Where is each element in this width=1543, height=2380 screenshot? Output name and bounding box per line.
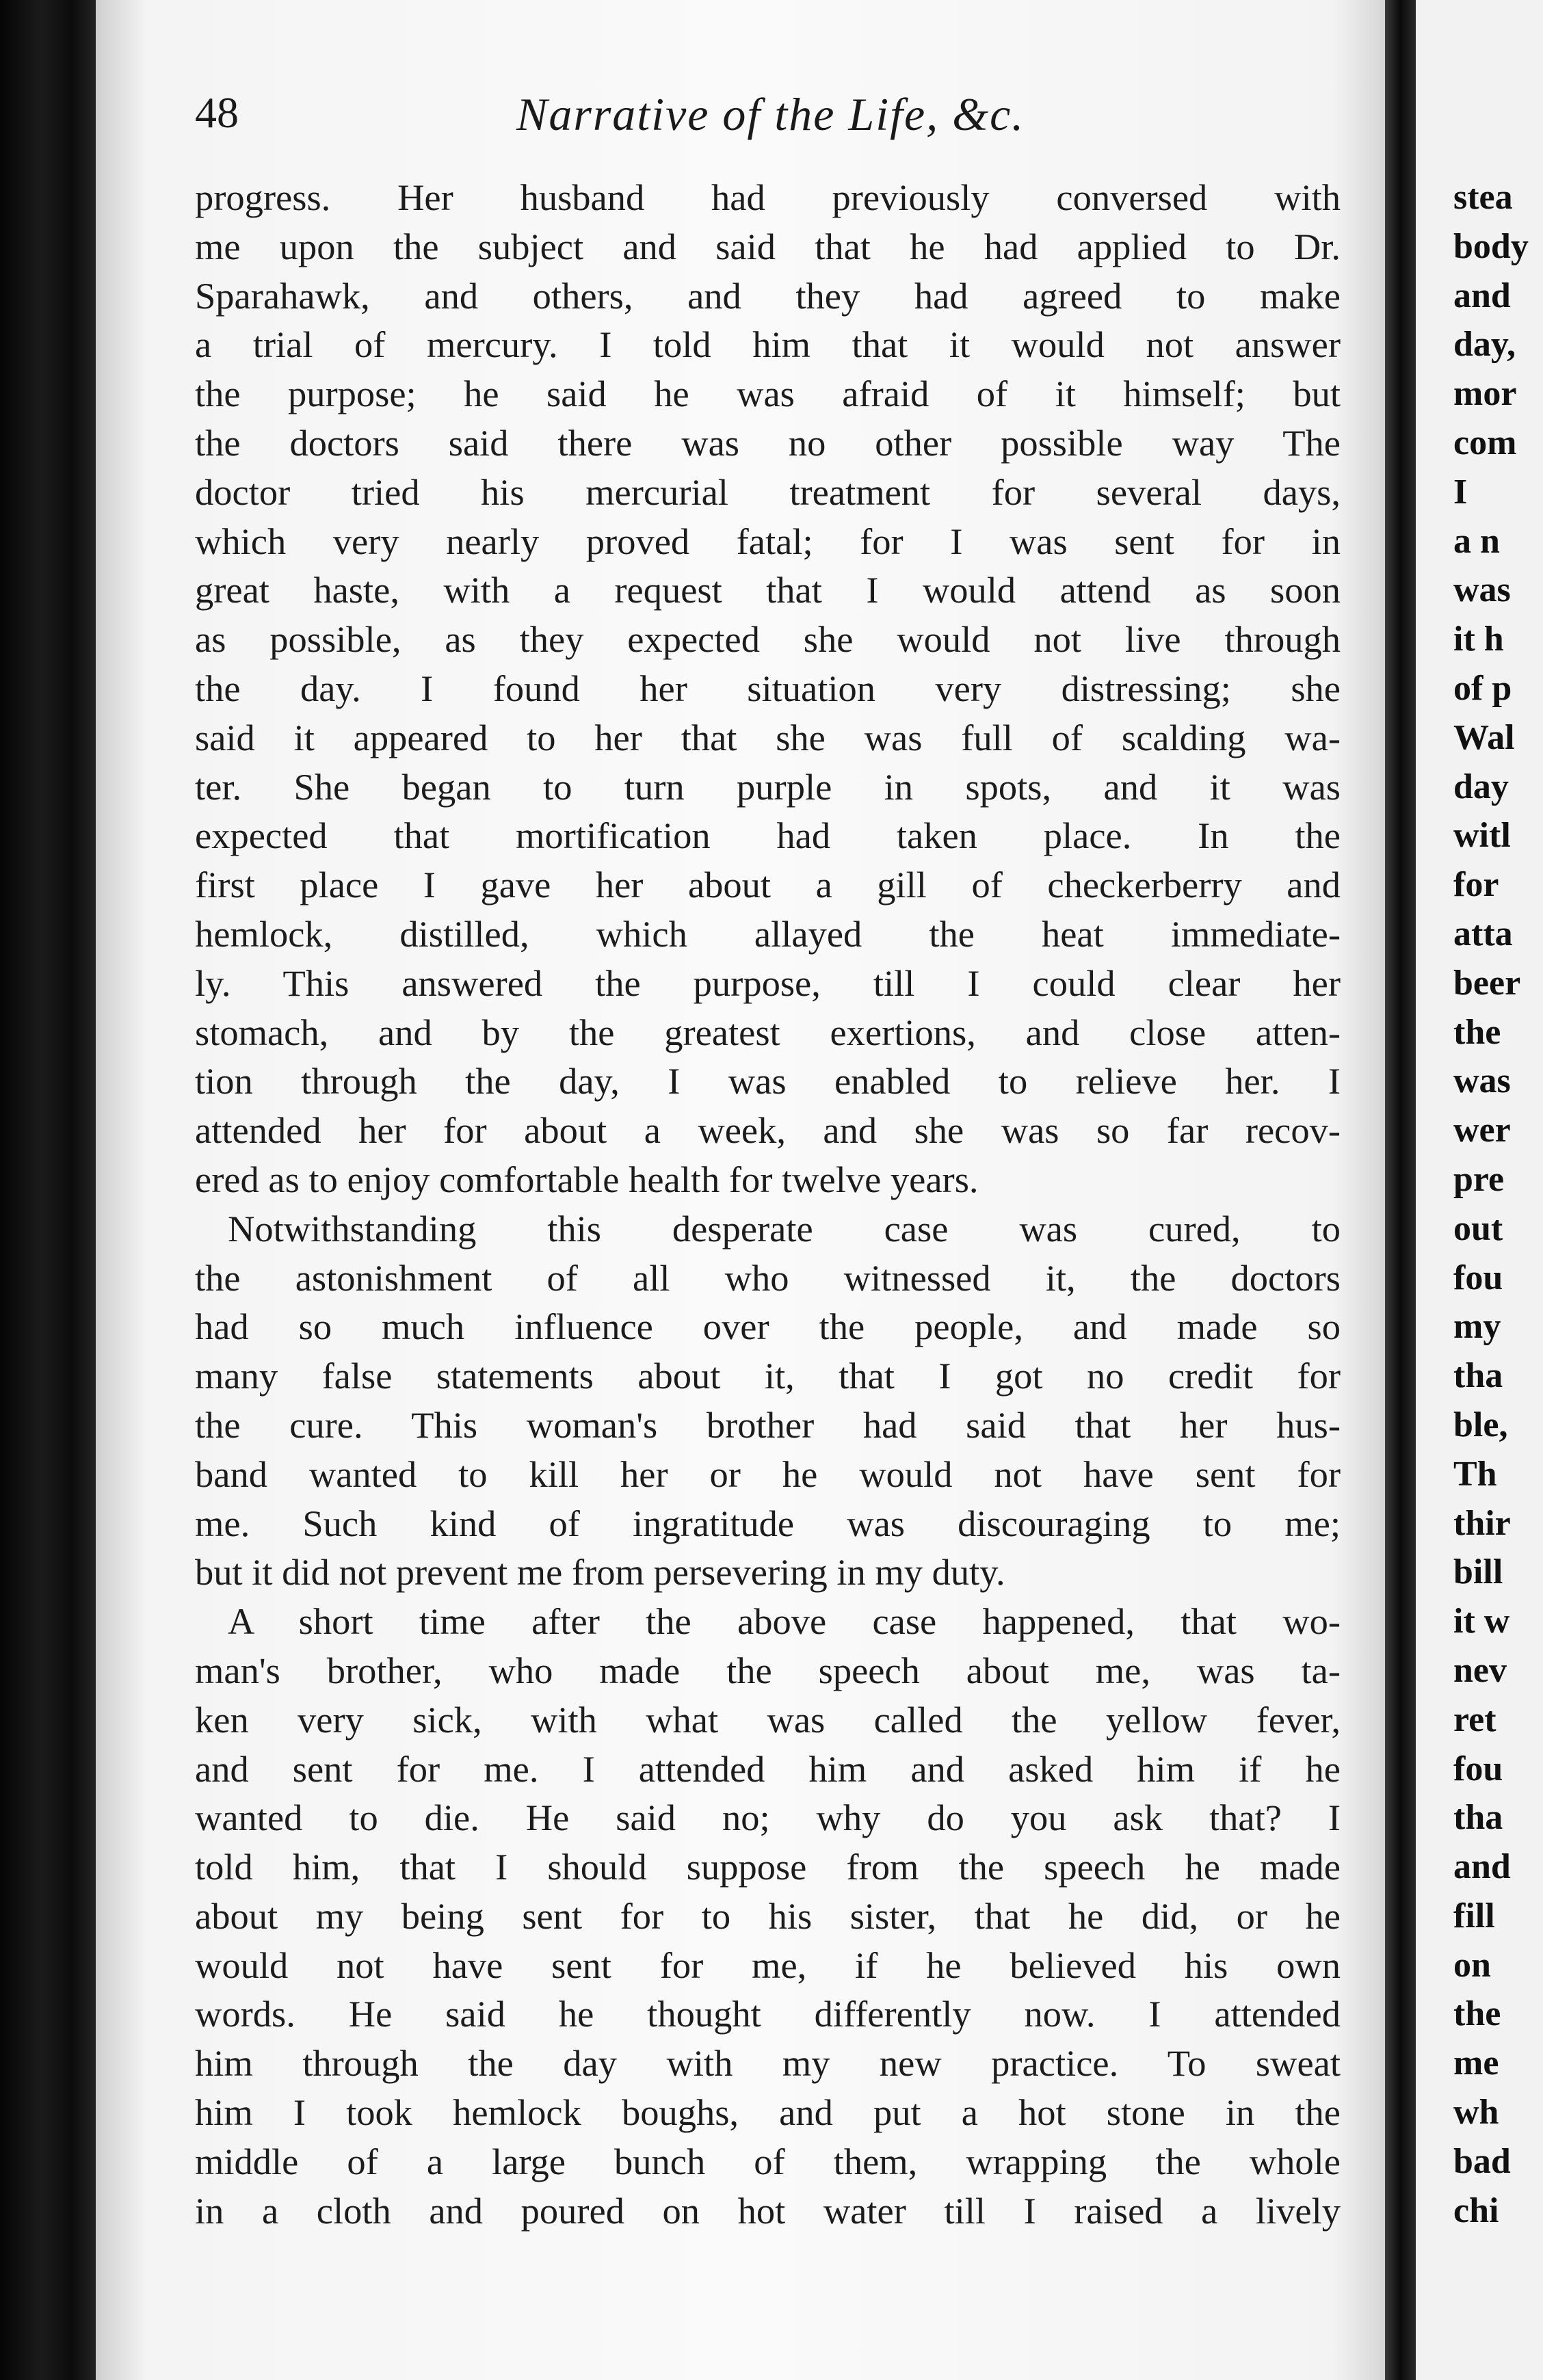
facing-text-fragment: wer: [1453, 1111, 1511, 1150]
text-line: man's brother, who made the speech about me, was ta-: [195, 1649, 1341, 1691]
facing-text-fragment: for: [1453, 865, 1499, 905]
text-line: tion through the day, I was enabled to relieve her. I: [195, 1060, 1341, 1102]
facing-text-fragment: of p: [1453, 668, 1512, 708]
facing-text-fragment: beer: [1453, 963, 1521, 1003]
text-line: A short time after the above case happened, that wo-: [228, 1600, 1341, 1643]
facing-text-fragment: mor: [1453, 374, 1517, 414]
facing-text-fragment: was: [1453, 570, 1511, 610]
facing-text-fragment: a n: [1453, 521, 1500, 561]
facing-text-fragment: ble,: [1453, 1405, 1508, 1444]
running-head: Narrative of the Life, &c.: [516, 88, 1025, 140]
text-line: expected that mortification had taken place. In the: [195, 815, 1341, 857]
text-line: Notwithstanding this desperate case was cured, to: [228, 1207, 1341, 1250]
text-line: the astonishment of all who witnessed it, the doctors: [195, 1256, 1341, 1299]
facing-text-fragment: was: [1453, 1061, 1511, 1101]
facing-text-fragment: Wal: [1453, 717, 1515, 757]
facing-text-fragment: fou: [1453, 1258, 1503, 1297]
text-line: the day. I found her situation very distressing; she: [195, 667, 1341, 709]
text-line: words. He said he thought differently now. I attended: [195, 1993, 1341, 2035]
text-line: him I took hemlock boughs, and put a hot stone in the: [195, 2091, 1341, 2134]
facing-text-fragment: my: [1453, 1307, 1501, 1347]
text-line: attended her for about a week, and she was so far recov-: [195, 1109, 1341, 1152]
facing-text-fragment: me: [1453, 2044, 1499, 2083]
facing-text-fragment: stea: [1453, 178, 1513, 217]
page-number: 48: [195, 88, 239, 137]
facing-text-fragment: chi: [1453, 2191, 1499, 2230]
text-line: a trial of mercury. I told him that it would not answer: [195, 323, 1341, 366]
facing-text-fragment: it w: [1453, 1602, 1510, 1641]
text-line: the doctors said there was no other possible way The: [195, 421, 1341, 464]
text-line: me upon the subject and said that he had applied to Dr.: [195, 225, 1341, 267]
text-line: first place I gave her about a gill of checkerberry and: [195, 864, 1341, 906]
text-line: and sent for me. I attended him and asked him if he: [195, 1747, 1341, 1790]
page-header: [195, 81, 1358, 156]
facing-text-fragment: on: [1453, 1945, 1491, 1985]
facing-text-fragment: tha: [1453, 1798, 1503, 1838]
text-line: but it did not prevent me from persevering in my duty.: [195, 1551, 1005, 1594]
text-line: progress. Her husband had previously conversed with: [195, 176, 1341, 218]
facing-text-fragment: thir: [1453, 1503, 1511, 1543]
facing-text-fragment: out: [1453, 1208, 1503, 1248]
facing-text-fragment: bill: [1453, 1552, 1503, 1592]
text-line: Sparahawk, and others, and they had agreed to make: [195, 274, 1341, 317]
facing-text-fragment: the: [1453, 1012, 1501, 1052]
facing-text-fragment: the: [1453, 1994, 1501, 2034]
facing-text-fragment: com: [1453, 423, 1517, 462]
text-line: many false statements about it, that I got no credit for: [195, 1355, 1341, 1397]
text-line: would not have sent for me, if he believed his own: [195, 1944, 1341, 1986]
facing-text-fragment: day,: [1453, 325, 1516, 365]
text-line: stomach, and by the greatest exertions, and close atten-: [195, 1011, 1341, 1053]
facing-text-fragment: Th: [1453, 1454, 1497, 1494]
page-gutter: [1385, 0, 1416, 2380]
text-line: in a cloth and poured on hot water till I raised a lively: [195, 2189, 1341, 2232]
book-binding: [0, 0, 103, 2380]
facing-text-fragment: witl: [1453, 816, 1511, 856]
text-line: me. Such kind of ingratitude was discouraging to me;: [195, 1502, 1341, 1544]
text-line: middle of a large bunch of them, wrapping the whole: [195, 2140, 1341, 2182]
text-line: ter. She began to turn purple in spots, and it was: [195, 765, 1341, 808]
text-line: wanted to die. He said no; why do you ask that? I: [195, 1797, 1341, 1839]
body-text: [195, 173, 1341, 2235]
facing-text-fragment: fill: [1453, 1896, 1495, 1935]
facing-text-fragment: ret: [1453, 1700, 1496, 1739]
facing-text-fragment: bad: [1453, 2141, 1511, 2181]
text-line: band wanted to kill her or he would not have sent for: [195, 1453, 1341, 1495]
facing-text-fragment: fou: [1453, 1749, 1503, 1788]
text-line: doctor tried his mercurial treatment for several days,: [195, 471, 1341, 513]
facing-text-fragment: and: [1453, 1847, 1511, 1887]
text-line: ken very sick, with what was called the yellow fever,: [195, 1698, 1341, 1741]
facing-text-fragment: tha: [1453, 1356, 1503, 1396]
text-line: about my being sent for to his sister, that he did, or he: [195, 1894, 1341, 1937]
facing-text-fragment: it h: [1453, 620, 1504, 659]
text-line: ered as to enjoy comfortable health for twelve years.: [195, 1158, 979, 1200]
text-line: as possible, as they expected she would not live through: [195, 618, 1341, 661]
text-line: hemlock, distilled, which allayed the heat immediate-: [195, 912, 1341, 955]
text-line: ly. This answered the purpose, till I could clear her: [195, 962, 1341, 1004]
facing-text-fragment: nev: [1453, 1650, 1507, 1690]
facing-text-fragment: and: [1453, 276, 1511, 315]
facing-text-fragment: pre: [1453, 1159, 1505, 1199]
text-line: great haste, with a request that I would attend as soon: [195, 569, 1341, 611]
facing-page-text: [1453, 173, 1543, 2235]
text-line: the purpose; he said he was afraid of it himself; but: [195, 373, 1341, 415]
facing-text-fragment: atta: [1453, 914, 1513, 953]
text-line: said it appeared to her that she was full of scalding wa-: [195, 716, 1341, 758]
text-line: him through the day with my new practice. To sweat: [195, 2042, 1341, 2085]
text-line: had so much influence over the people, and made so: [195, 1306, 1341, 1348]
facing-text-fragment: wh: [1453, 2093, 1499, 2132]
text-line: told him, that I should suppose from the speech he made: [195, 1846, 1341, 1888]
text-line: which very nearly proved fatal; for I was sent for in: [195, 520, 1341, 562]
text-line: the cure. This woman's brother had said that her hus-: [195, 1403, 1341, 1446]
facing-text-fragment: body: [1453, 226, 1529, 266]
facing-text-fragment: I: [1453, 472, 1468, 512]
facing-text-fragment: day: [1453, 767, 1509, 806]
